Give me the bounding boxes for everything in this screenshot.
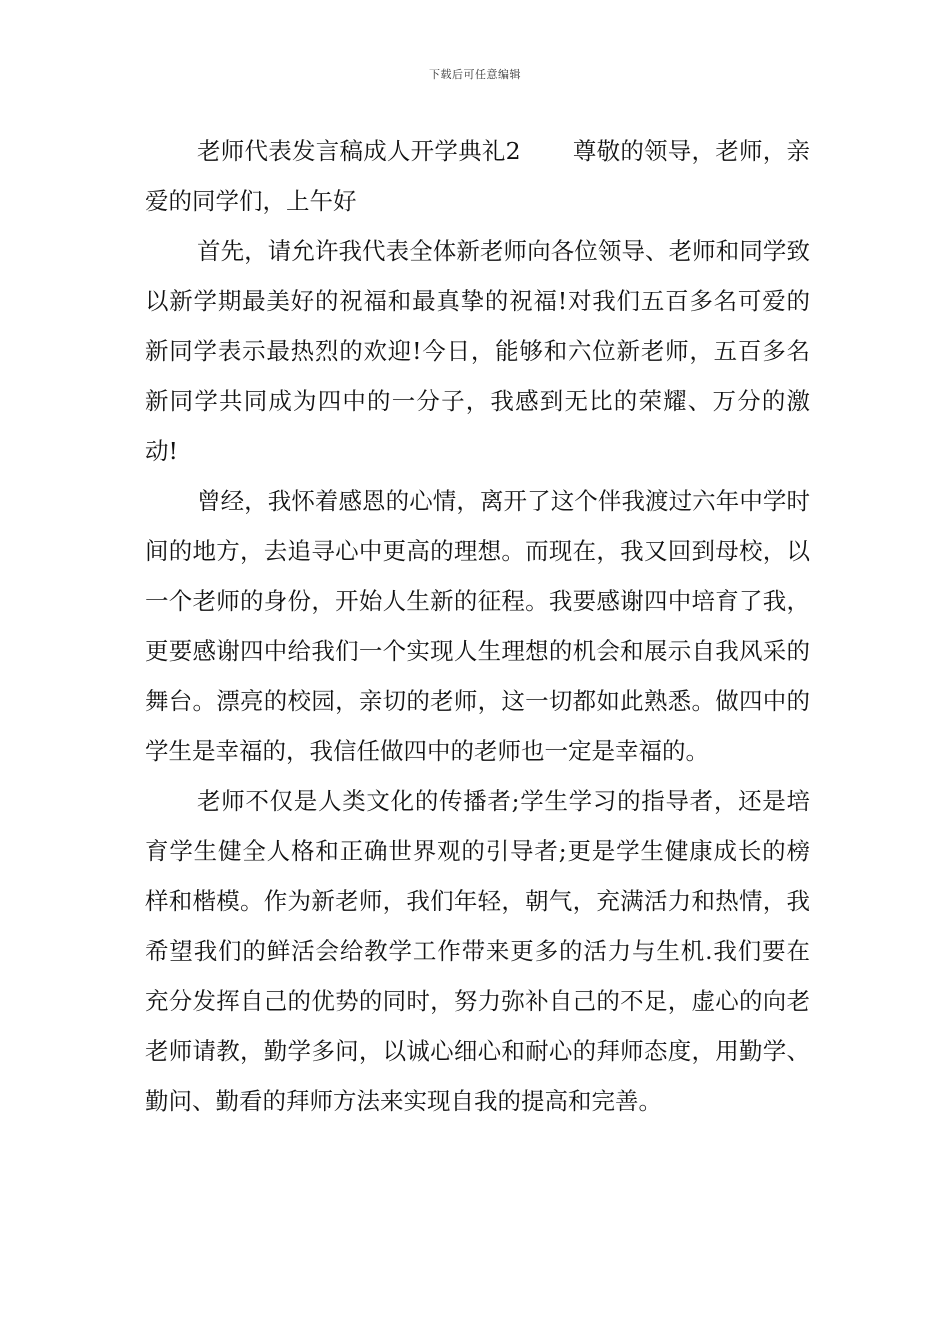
body-paragraph-3: 老师不仅是人类文化的传播者;学生学习的指导者，还是培育学生健全人格和正确世界观的引导者;更是学生健康成长的榜样和楷模。作为新老师，我们年轻，朝气，充满活力和热情，我希望我们的鲜活会给教学工作带来更多的活力与生机.我们要在充分发挥自己的优势的同时，努力弥补自己的不足，虚心的向老老师请教，勤学多问，以诚心细心和耐心的拜师态度，用勤学、勤问、勤看的拜师方法来实现自我的提高和完善。 [145, 787, 810, 1115]
title-paragraph [145, 126, 810, 226]
document-title: 老师代表发言稿成人开学典礼2 [197, 137, 521, 165]
body-paragraph-2: 曾经，我怀着感恩的心情，离开了这个伴我渡过六年中学时间的地方，去追寻心中更高的理想。而现在，我又回到母校，以一个老师的身份，开始人生新的征程。我要感谢四中培育了我，更要感谢四中给我们一个实现人生理想的机会和展示自我风采的舞台。漂亮的校园，亲切的老师，这一切都如此熟悉。做四中的学生是幸福的，我信任做四中的老师也一定是幸福的。 [145, 487, 810, 765]
body-paragraph-1: 首先，请允许我代表全体新老师向各位领导、老师和同学致以新学期最美好的祝福和最真挚的祝福!对我们五百多名可爱的新同学表示最热烈的欢迎!今日，能够和六位新老师，五百多名新同学共同成为四中的一分子，我感到无比的荣耀、万分的激动! [145, 237, 810, 465]
page-header-note: 下载后可任意编辑 [429, 68, 521, 81]
greeting: 尊敬的领导，老师，亲爱的同学们，上午好 [145, 137, 811, 215]
document-body [145, 126, 810, 1126]
